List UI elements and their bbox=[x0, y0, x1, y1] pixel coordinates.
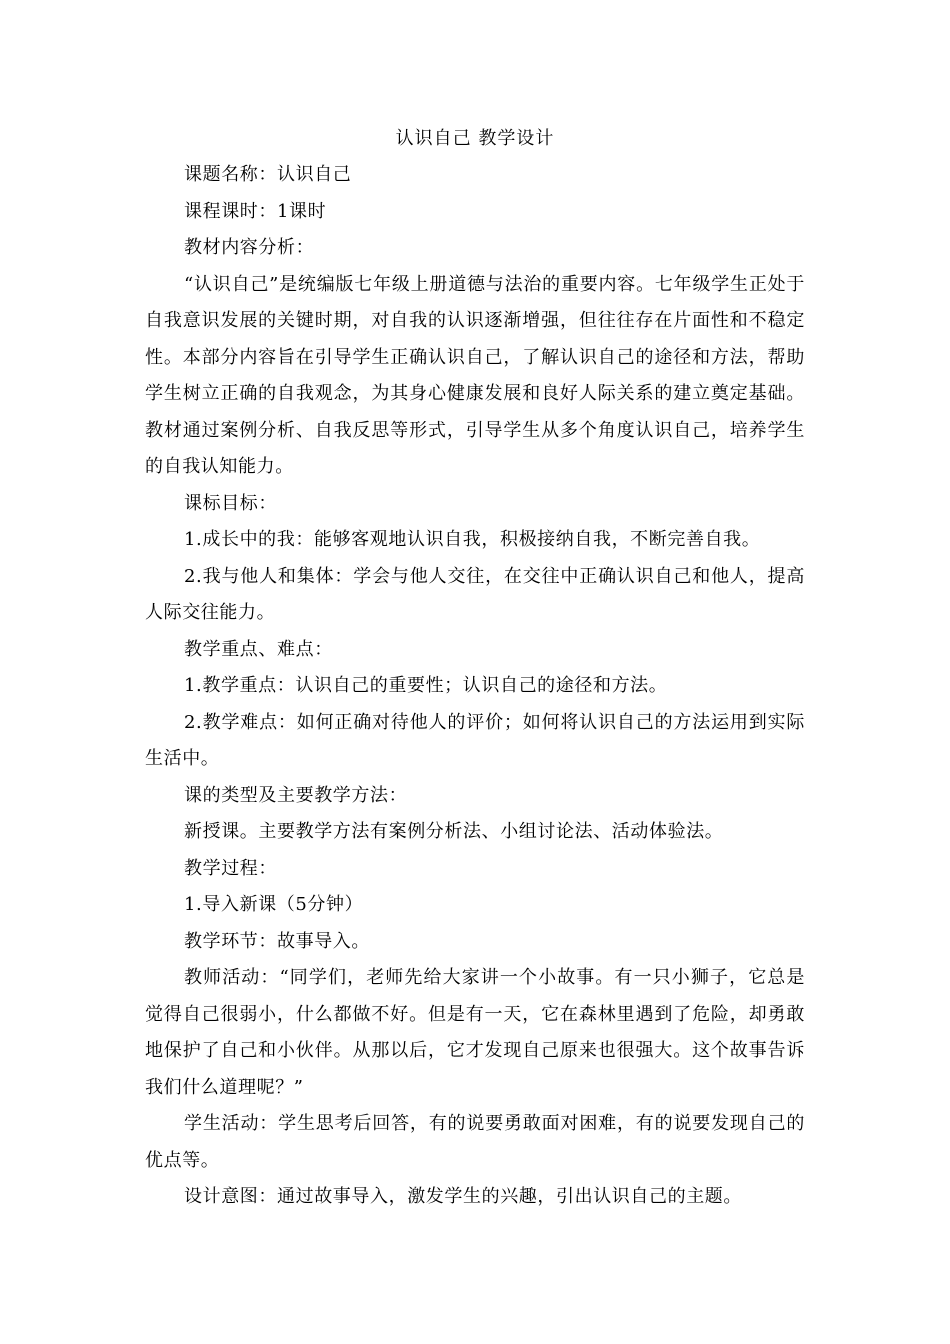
paragraph-key-point: 1.教学重点：认识自己的重要性；认识自己的途径和方法。 bbox=[184, 675, 668, 696]
paragraph-goal-1: 1.成长中的我：能够客观地认识自我，积极接纳自我，不断完善自我。 bbox=[184, 529, 761, 550]
paragraph-teacher-activity: 教师活动：“同学们，老师先给大家讲一个小故事。有一只小狮子，它总是觉得自己很弱小，什么都做不好。但是有一天，它在森林里遇到了危险，却勇敢地保护了自己和小伙伴。从那以后，它才发现自己原来也很强大。这个故事告诉我们什么道理呢？” bbox=[145, 967, 805, 1098]
paragraph-student-activity: 学生活动：学生思考后回答，有的说要勇敢面对困难，有的说要发现自己的优点等。 bbox=[145, 1113, 805, 1171]
paragraph-course-hours: 课程课时：1课时 bbox=[184, 200, 327, 222]
heading-curriculum-goals: 课标目标： bbox=[184, 492, 277, 514]
document-body bbox=[145, 157, 805, 1216]
paragraph-design-intent: 设计意图：通过故事导入，激发学生的兴趣，引出认识自己的主题。 bbox=[184, 1186, 742, 1207]
heading-lesson-type-methods: 课的类型及主要教学方法： bbox=[184, 784, 408, 806]
paragraph-teaching-step: 教学环节：故事导入。 bbox=[184, 930, 370, 952]
heading-key-difficult-points: 教学重点、难点： bbox=[184, 638, 333, 660]
paragraph-course-name: 课题名称：认识自己 bbox=[184, 164, 352, 185]
paragraph-introduction-step: 1.导入新课（5分钟） bbox=[184, 894, 364, 915]
paragraph-material-analysis: “认识自己”是统编版七年级上册道德与法治的重要内容。七年级学生正处于自我意识发展的关键时期，对自我的认识逐渐增强，但往往存在片面性和不稳定性。本部分内容旨在引导学生正确认识自己，了解认识自己的途径和方法，帮助学生树立正确的自我观念，为其身心健康发展和良好人际关系的建立奠定基础。教材通过案例分析、自我反思等形式，引导学生从多个角度认识自己，培养学生的自我认知能力。 bbox=[145, 273, 805, 477]
heading-material-analysis: 教材内容分析： bbox=[184, 237, 315, 258]
heading-teaching-process: 教学过程： bbox=[184, 857, 277, 879]
paragraph-goal-2: 2.我与他人和集体：学会与他人交往，在交往中正确认识自己和他人，提高人际交往能力。 bbox=[145, 565, 805, 623]
paragraph-lesson-type-methods: 新授课。主要教学方法有案例分析法、小组讨论法、活动体验法。 bbox=[184, 821, 724, 842]
document-title: 认识自己 教学设计 bbox=[395, 128, 555, 149]
paragraph-difficult-point: 2.教学难点：如何正确对待他人的评价；如何将认识自己的方法运用到实际生活中。 bbox=[145, 711, 805, 769]
